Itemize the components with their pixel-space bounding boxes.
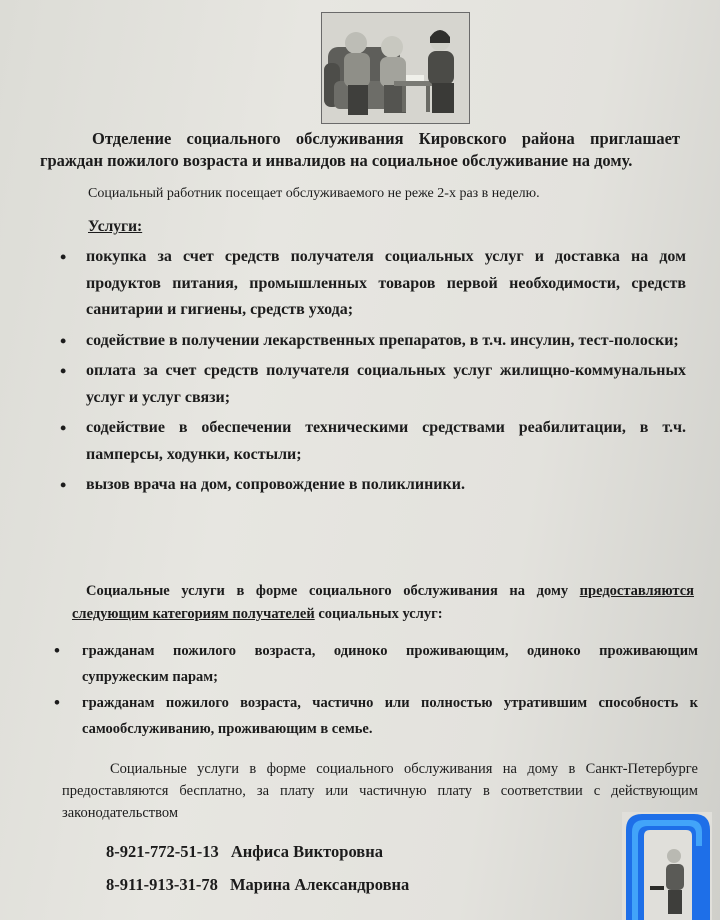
categories-heading-part3: социальных услуг: (314, 606, 443, 622)
contact-name: Марина Александровна (229, 875, 410, 894)
category-item: • гражданам пожилого возраста, частично или полностью утратившим способность к самообслуживанию, проживающим в семье. (50, 690, 698, 742)
service-item: • содействие в обеспечении техническими средствами реабилитации, в т.ч. памперсы, ходунки, костыли; (56, 415, 686, 468)
categories-heading (72, 580, 694, 626)
contact-phone[interactable]: 8-921-772-51-13 (106, 842, 219, 861)
services-heading: Услуги: (88, 218, 143, 235)
category-item: • гражданам пожилого возраста, одиноко проживающим, одиноко проживающим супружеским парам; (50, 638, 698, 690)
visit-frequency-note: Социальный работник посещает обслуживаемого не реже 2-х раз в неделю. (88, 186, 540, 201)
recipient-categories-list (50, 638, 698, 742)
categories-heading-underlined: предоставляются следующим категориям получателей (72, 583, 694, 622)
service-item: • вызов врача на дом, сопровождение в поликлиники. (56, 472, 686, 499)
contact-name: Анфиса Викторовна (230, 842, 383, 861)
service-item: • оплата за счет средств получателя социальных услуг жилищно-коммунальных услуг и услуг связи; (56, 358, 686, 411)
contact-line (106, 842, 383, 862)
door-logo-icon (622, 812, 712, 920)
service-item: • покупка за счет средств получателя социальных услуг и доставка на дом продуктов питания, промышленных товаров первой необходимости, средств санитарии и гигиены, средств ухода; (56, 244, 686, 324)
services-list (56, 244, 686, 503)
social-worker-illustration-icon (321, 12, 470, 124)
categories-heading-part1: Социальные услуги в форме социального обслуживания на дому (86, 583, 580, 599)
contact-phone[interactable]: 8-911-913-31-78 (106, 875, 218, 894)
service-item: • содействие в получении лекарственных препаратов, в т.ч. инсулин, тест-полоски; (56, 328, 686, 355)
legal-note: Социальные услуги в форме социального обслуживания на дому в Санкт-Петербурге предоставляются бесплатно, за плату или частичную плату в соответствии с действующим законодательством (62, 761, 698, 821)
contact-line (106, 875, 409, 895)
intro-paragraph: Отделение социального обслуживания Кировского района приглашает граждан пожилого возраста и инвалидов на социальное обслуживание на дому. (40, 129, 680, 170)
